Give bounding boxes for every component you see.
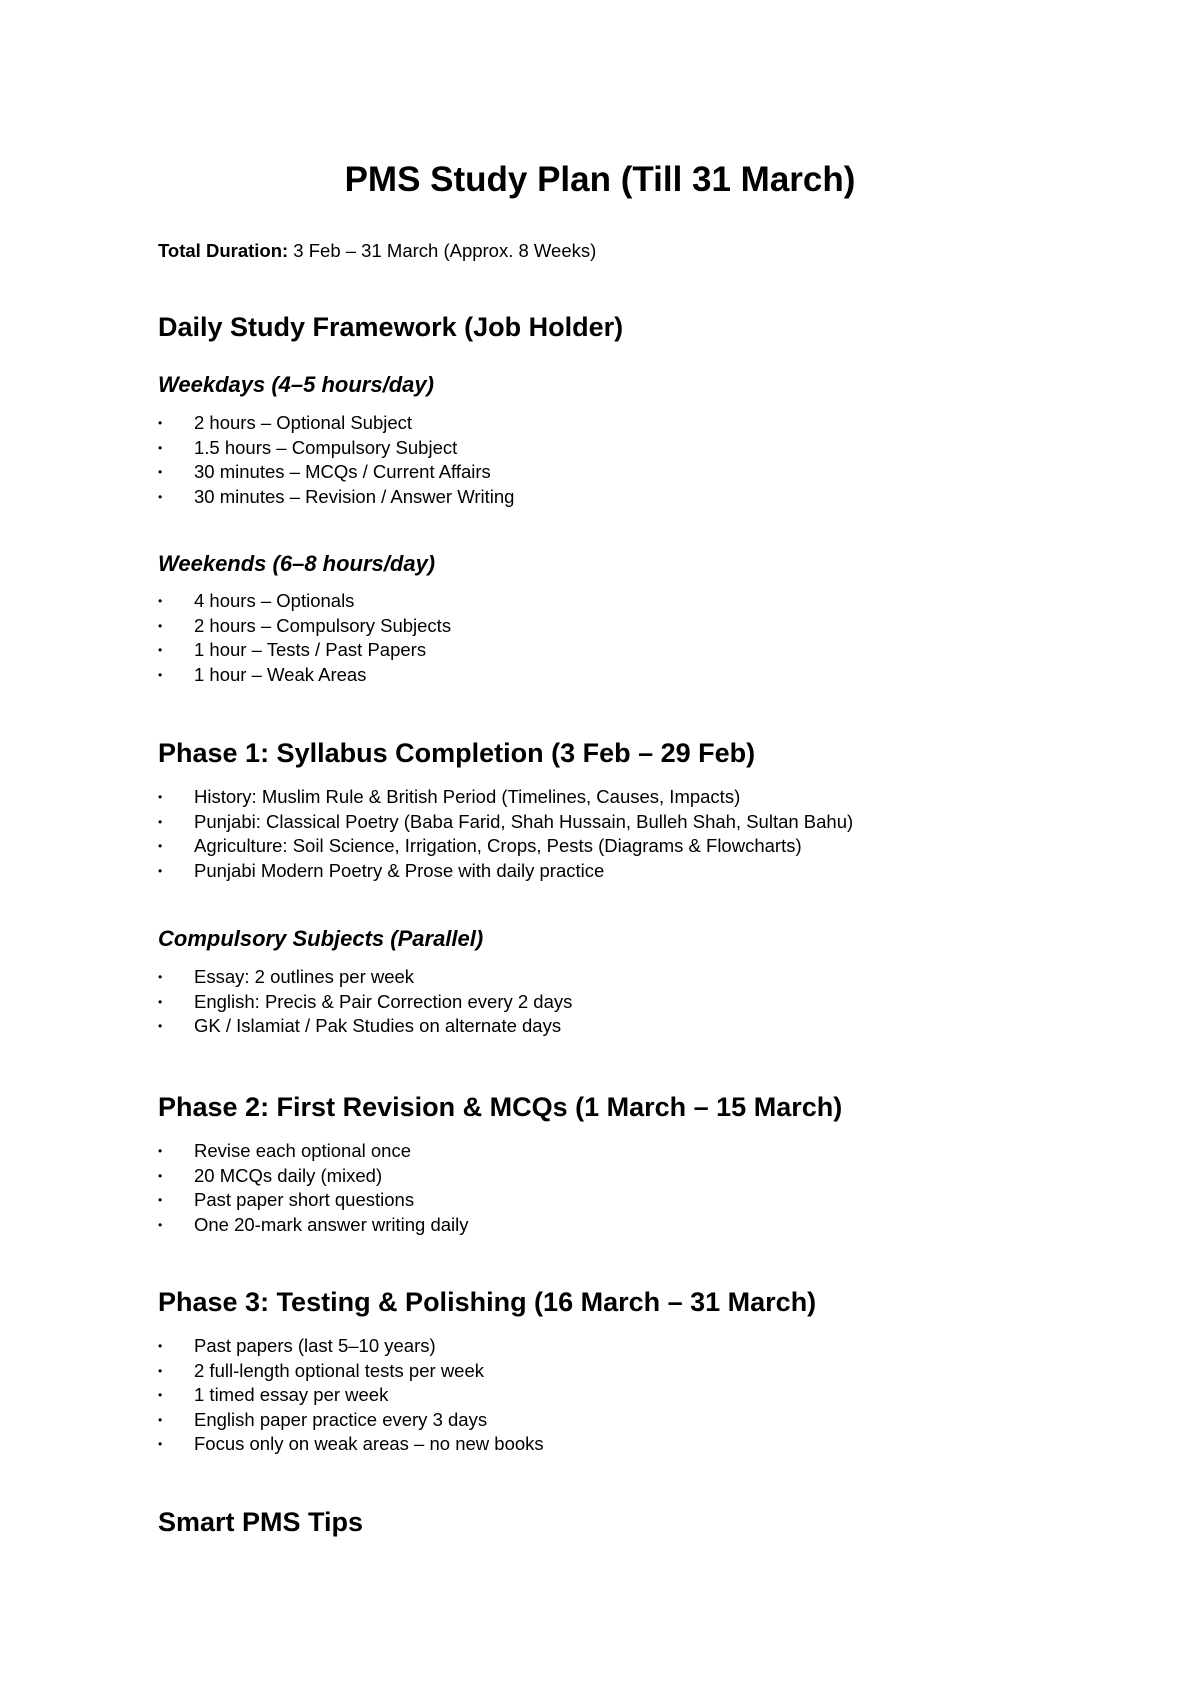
bullet-icon: • (158, 465, 163, 479)
list-item (158, 1432, 544, 1457)
bullet-icon: • (158, 1437, 163, 1451)
list-item (158, 1164, 469, 1189)
list-item (158, 1359, 544, 1384)
weekends-list (158, 589, 451, 687)
bullet-icon: • (158, 643, 163, 657)
list-item-text: 2 hours – Optional Subject (194, 412, 413, 433)
document-title: PMS Study Plan (Till 31 March) (344, 160, 856, 199)
bullet-icon: • (158, 667, 163, 682)
bullet-icon: • (158, 594, 163, 608)
list-item (158, 1383, 544, 1408)
subheading-weekdays: Weekdays (4–5 hours/day) (158, 372, 434, 397)
list-item-text: Punjabi: Classical Poetry (Baba Farid, Shah Hussain, Bulleh Shah, Sultan Bahu) (194, 810, 854, 832)
list-item-text: 20 MCQs daily (mixed) (194, 1164, 383, 1186)
bullet-icon: • (158, 790, 163, 804)
bullet-icon: • (158, 1168, 163, 1183)
list-item-text: 1.5 hours – Compulsory Subject (194, 436, 458, 458)
section-heading-phase-3: Phase 3: Testing & Polishing (16 March – 31 March) (158, 1287, 817, 1317)
list-item (158, 1334, 544, 1359)
list-item (158, 485, 514, 510)
bullet-icon: • (158, 489, 163, 504)
bullet-icon: • (158, 1193, 163, 1207)
list-item (158, 638, 451, 663)
list-item-text: 1 hour – Weak Areas (194, 663, 367, 685)
bullet-icon: • (158, 1144, 163, 1158)
bullet-icon: • (158, 863, 163, 878)
bullet-icon: • (158, 1412, 163, 1427)
list-item-text: Revise each optional once (194, 1140, 412, 1161)
list-item (158, 1408, 544, 1433)
list-item (158, 785, 853, 810)
bullet-icon: • (158, 1363, 163, 1378)
list-item-text: One 20-mark answer writing daily (194, 1213, 469, 1235)
list-item-text: Essay: 2 outlines per week (194, 966, 415, 987)
list-item (158, 589, 451, 614)
list-item-text: Past papers (last 5–10 years) (194, 1335, 436, 1356)
list-item-text: English: Precis & Pair Correction every 2 days (194, 990, 573, 1012)
section-heading-tips: Smart PMS Tips (158, 1507, 364, 1537)
total-duration-line (158, 239, 596, 263)
list-item-text: Past paper short questions (194, 1189, 415, 1210)
section-heading-phase-1: Phase 1: Syllabus Completion (3 Feb – 29 Feb) (158, 738, 756, 768)
bullet-icon: • (158, 1339, 163, 1353)
bullet-icon: • (158, 839, 163, 853)
section-heading-framework: Daily Study Framework (Job Holder) (158, 312, 624, 342)
list-item-text: History: Muslim Rule & British Period (Timelines, Causes, Impacts) (194, 786, 741, 807)
list-item (158, 834, 853, 859)
bullet-icon: • (158, 440, 163, 455)
list-item-text: 30 minutes – MCQs / Current Affairs (194, 461, 491, 482)
phase-2-list (158, 1139, 469, 1237)
list-item (158, 614, 451, 639)
list-item-text: Agriculture: Soil Science, Irrigation, Crops, Pests (Diagrams & Flowcharts) (194, 835, 802, 856)
list-item (158, 1188, 469, 1213)
total-duration-label: Total Duration: (158, 240, 289, 261)
list-item-text: 2 full-length optional tests per week (194, 1359, 485, 1381)
compulsory-subjects-list (158, 965, 572, 1039)
list-item (158, 1014, 572, 1039)
list-item-text: 1 hour – Tests / Past Papers (194, 639, 427, 660)
bullet-icon: • (158, 970, 163, 984)
bullet-icon: • (158, 416, 163, 430)
list-item-text: 2 hours – Compulsory Subjects (194, 614, 452, 636)
list-item-text: 4 hours – Optionals (194, 590, 355, 611)
list-item-text: Punjabi Modern Poetry & Prose with daily practice (194, 859, 605, 881)
list-item-text: GK / Islamiat / Pak Studies on alternate days (194, 1015, 562, 1036)
total-duration-value: 3 Feb – 31 March (Approx. 8 Weeks) (288, 240, 597, 261)
list-item (158, 859, 853, 884)
list-item (158, 810, 853, 835)
phase-3-list (158, 1334, 544, 1457)
subheading-weekends: Weekends (6–8 hours/day) (158, 551, 436, 576)
bullet-icon: • (158, 994, 163, 1009)
list-item-text: Focus only on weak areas – no new books (194, 1433, 544, 1454)
weekdays-list (158, 411, 514, 509)
list-item (158, 663, 451, 688)
list-item (158, 990, 572, 1015)
list-item (158, 965, 572, 990)
list-item (158, 411, 514, 436)
list-item (158, 460, 514, 485)
list-item (158, 436, 514, 461)
list-item (158, 1213, 469, 1238)
bullet-icon: • (158, 1019, 163, 1033)
section-heading-phase-2: Phase 2: First Revision & MCQs (1 March – 15 March) (158, 1092, 843, 1122)
bullet-icon: • (158, 1217, 163, 1232)
list-item-text: English paper practice every 3 days (194, 1408, 488, 1430)
bullet-icon: • (158, 814, 163, 829)
phase-1-list (158, 785, 853, 883)
bullet-icon: • (158, 618, 163, 633)
list-item-text: 1 timed essay per week (194, 1384, 389, 1405)
subheading-compulsory-subjects: Compulsory Subjects (Parallel) (158, 926, 484, 951)
list-item-text: 30 minutes – Revision / Answer Writing (194, 485, 515, 507)
bullet-icon: • (158, 1388, 163, 1402)
list-item (158, 1139, 469, 1164)
